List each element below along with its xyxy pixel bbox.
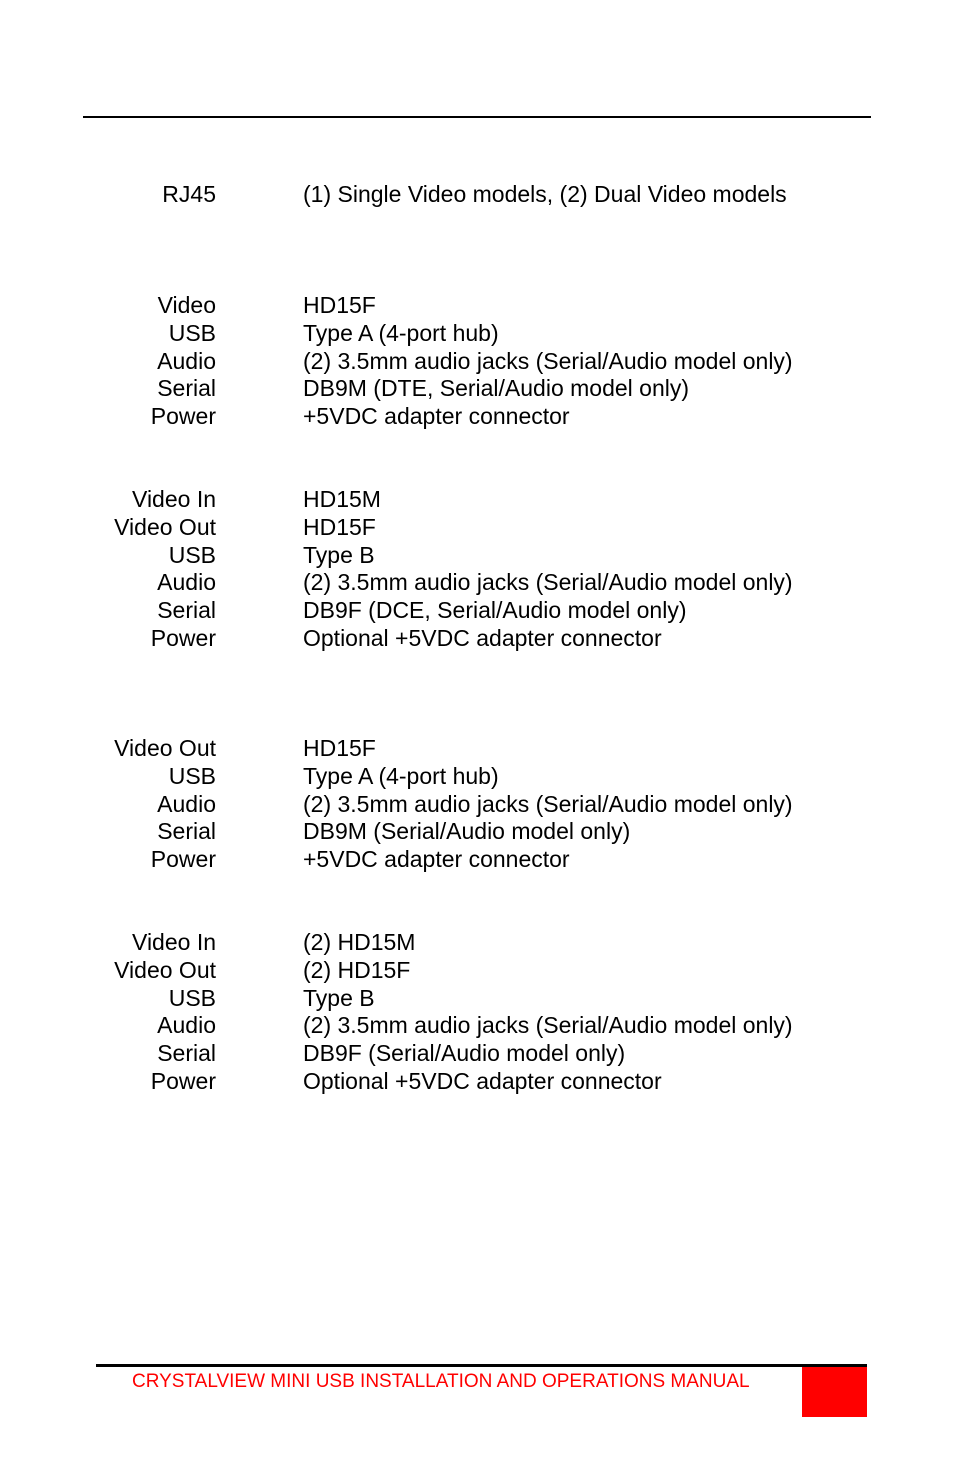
spec-label: USB [168, 319, 216, 346]
spec-row [0, 292, 954, 320]
spec-value: HD15F [303, 513, 376, 540]
spec-label: Power [150, 1067, 216, 1094]
spec-label: Audio [157, 569, 216, 596]
spec-label: Video Out [114, 513, 216, 540]
spec-label: Serial [157, 597, 216, 624]
spec-value: (2) 3.5mm audio jacks (Serial/Audio model only) [303, 790, 793, 817]
spec-value: Type A (4-port hub) [303, 762, 499, 789]
spec-row [0, 985, 954, 1013]
spec-row [0, 569, 954, 597]
spec-label: Power [150, 403, 216, 430]
spec-section-dual-transmitter [0, 735, 954, 874]
footer-manual-title: CRYSTALVIEW MINI USB INSTALLATION AND OPERATIONS MANUAL [132, 1371, 750, 1392]
spec-row [0, 1068, 954, 1096]
header-rule [83, 116, 871, 118]
spec-row [0, 181, 954, 209]
spec-label: Video In [132, 929, 216, 955]
spec-value: DB9F (DCE, Serial/Audio model only) [303, 597, 687, 624]
spec-label: Video [157, 292, 216, 318]
spec-value: (2) 3.5mm audio jacks (Serial/Audio model only) [303, 569, 793, 596]
spec-row [0, 846, 954, 874]
spec-section-dual-receiver [0, 929, 954, 1096]
spec-value: DB9M (DTE, Serial/Audio model only) [303, 375, 690, 402]
spec-row [0, 486, 954, 514]
spec-value: HD15M [303, 486, 381, 512]
spec-label: Power [150, 624, 216, 651]
spec-value: Type A (4-port hub) [303, 319, 499, 346]
spec-value: Type B [303, 984, 375, 1011]
spec-row [0, 1040, 954, 1068]
spec-label: USB [168, 762, 216, 789]
spec-value: DB9M (Serial/Audio model only) [303, 818, 631, 845]
spec-row [0, 818, 954, 846]
spec-row [0, 957, 954, 985]
spec-row [0, 763, 954, 791]
spec-row [0, 542, 954, 570]
spec-label: Power [150, 846, 216, 873]
spec-section-transmitter [0, 292, 954, 431]
spec-row [0, 1012, 954, 1040]
spec-value: HD15F [303, 292, 376, 318]
spec-label: Audio [157, 790, 216, 817]
spec-label: RJ45 [162, 181, 216, 207]
spec-label: Audio [157, 1012, 216, 1039]
spec-row [0, 514, 954, 542]
spec-row [0, 735, 954, 763]
spec-row [0, 791, 954, 819]
spec-value: Optional +5VDC adapter connector [303, 624, 662, 651]
spec-label: Video In [132, 486, 216, 512]
spec-value: (2) HD15F [303, 956, 411, 983]
spec-label: Serial [157, 375, 216, 402]
spec-label: Serial [157, 818, 216, 845]
spec-value: +5VDC adapter connector [303, 403, 570, 430]
spec-row [0, 929, 954, 957]
spec-row [0, 320, 954, 348]
spec-label: Audio [157, 347, 216, 374]
spec-label: Serial [157, 1040, 216, 1067]
spec-row [0, 625, 954, 653]
spec-section-receiver [0, 486, 954, 653]
spec-row [0, 597, 954, 625]
spec-row [0, 348, 954, 376]
spec-value: (2) HD15M [303, 929, 416, 955]
spec-label: USB [168, 541, 216, 568]
spec-row [0, 403, 954, 431]
spec-value: (2) 3.5mm audio jacks (Serial/Audio model only) [303, 1012, 793, 1039]
spec-value: Type B [303, 541, 375, 568]
spec-value: +5VDC adapter connector [303, 846, 570, 873]
page-number-box [802, 1367, 867, 1417]
spec-value: (2) 3.5mm audio jacks (Serial/Audio model only) [303, 347, 793, 374]
spec-label: Video Out [114, 735, 216, 761]
spec-value: HD15F [303, 735, 376, 761]
footer-rule [96, 1364, 867, 1367]
spec-label: Video Out [114, 956, 216, 983]
spec-value: (1) Single Video models, (2) Dual Video models [303, 181, 787, 207]
spec-value: Optional +5VDC adapter connector [303, 1067, 662, 1094]
spec-section-interconnect [0, 181, 954, 209]
spec-label: USB [168, 984, 216, 1011]
spec-value: DB9F (Serial/Audio model only) [303, 1040, 626, 1067]
spec-row [0, 375, 954, 403]
